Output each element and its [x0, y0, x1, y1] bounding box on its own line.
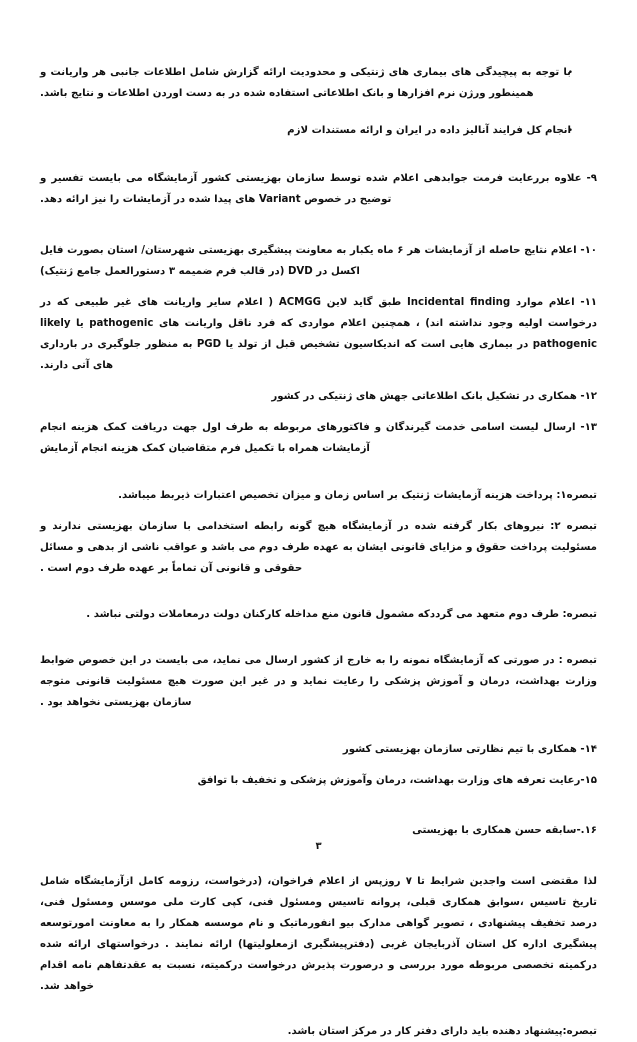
note-tabsareh-3: تبصره: طرف دوم متعهد می گرددکه مشمول قانون منع مداخله کارکنان دولت درمعاملات دولتی نباشد .	[86, 609, 597, 621]
clause-12: ۱۲- همکاری در تشکیل بانک اطلاعاتی جهش های ژنتیکی در کشور	[271, 390, 597, 402]
spacer	[40, 220, 597, 229]
clause-16: ۱۶.-سابقه حسن همکاری با بهزیستی	[412, 825, 597, 837]
spacer	[40, 997, 597, 1011]
clause-10: ۱۰- اعلام نتایج حاصله از آزمایشات هر ۶ ماه یکبار به معاونت پیشگیری بهزیستی شهرستان/ استان بصورت فایل اکسل در DVD (در قالب فرم ضمیمه ۳ دستورالعمل جامع ژنتیک)	[40, 244, 597, 277]
spacer	[40, 589, 597, 594]
bullet-icon	[571, 120, 597, 142]
clause-11: ۱۱- اعلام موارد Incidental finding طبق گاید لاین ACMGG ( اعلام سایر واریانت های غیر طبیعی که در درخواست اولیه وجود نداشته اند) ، همچنین اعلام مواردی که فرد ناقل واریانت های pathogenic یا likely pathogenic در بیماری هایی است که اندیکاسیون تشخیص قبل از تولد یا PGD به منظور جلوگیری در بارداری های آتی دارند.	[40, 296, 598, 371]
clause-15: ۱۵-رعایت تعرفه های وزارت بهداشت، درمان وآموزش پزشکی و تخفیف با توافق	[197, 775, 597, 786]
note-tabsareh-2: تبصره ۲: نیروهای بکار گرفته شده در آزمایشگاه هیچ گونه رابطه استخدامی با سازمان بهزیستی ندارند و مسئولیت پرداخت حقوق و مزایای قانونی ایشان به عهده طرف دوم می باشد و عواقب ناشی از بدهی و مسائل حقوقی و قانونی آن تماماً بر عهده طرف دوم است .	[40, 520, 598, 574]
page-number: ۳	[315, 841, 322, 852]
spacer	[40, 852, 597, 871]
spacer	[40, 469, 597, 474]
clause-14: ۱۴- همکاری با تیم نظارتی سازمان بهزیستی کشور	[342, 743, 597, 755]
clause-9: ۹- علاوه بررعایت فرمت جوابدهی اعلام شده توسط سازمان بهزیستی کشور آزمایشگاه می بایست تفسیر و توضیح در خصوص Variant های پیدا شده در آزمایشات را نیز ارائه دهد.	[40, 173, 597, 206]
spacer	[40, 724, 597, 729]
list-item	[40, 62, 597, 104]
note-tabsareh-5: تبصره:پیشنهاد دهنده باید دارای دفتر کار در مرکز استان باشد.	[287, 1025, 597, 1037]
spacer	[40, 801, 597, 810]
bullet-text-2: انجام کل فرایند آنالیز داده در ایران و ارائه مستندات لازم	[287, 125, 571, 136]
closing-paragraph: لذا مقتضی است واجدین شرایط تا ۷ روزپس از اعلام فراخوان، (درخواست، رزومه کامل ازآزمایشگاه شامل تاریخ تاسیس ،سوابق همکاری قبلی، پروانه تاسیس ومسئول فنی، کپی کارت ملی موسس ومسئول فنی، درصد تخفیف پیشنهادی ، تصویر گواهی مدارک بیو انفورماتیک و نام موسسه همکار را به معاونت امورتوسعه پیشگیری اداره کل استان آذربایجان غربی (دفترپیشگیری ازمعلولیتها) ارائه نمایند . درخواستهای ارائه شده درکمیته تخصصی مربوطه مورد بررسی و درصورت پذیرش درخواست درکمیته، نسبت به عقدتفاهم نامه اقدام خواهد شد.	[40, 875, 597, 992]
spacer	[40, 106, 597, 120]
document-body	[40, 62, 597, 1042]
note-tabsareh-1: تبصره۱: پرداخت هزینه آزمایشات ژنتیک بر اساس زمان و میزان تخصیص اعتبارات ذیربط میباشد.	[118, 489, 597, 501]
spacer	[40, 635, 597, 640]
bullet-icon	[571, 62, 597, 84]
bullet-text-1: با توجه به پیچیدگی های بیماری های ژنتیکی و محدودیت ارائه گزارش شامل اطلاعات جانبی هر واریانت و همینطور ورژن نرم افزارها و بانک اطلاعاتی استفاده شده در به دست اوردن اطلاعات و نتایج باشد.	[40, 67, 571, 99]
note-tabsareh-4: تبصره : در صورتی که آزمایشگاه نمونه را به خارج از کشور ارسال می نماید، می بایست در این خصوص ضوابط وزارت بهداشت، درمان و آموزش پزشکی را رعایت نماید و در غیر این صورت هیچ مسئولیت قانونی متوجه سازمان بهزیستی نخواهد بود .	[40, 655, 597, 709]
clause-13: ۱۳- ارسال لیست اسامی خدمت گیرندگان و فاکتورهای مربوطه به طرف اول جهت دریافت کمک هزینه انجام آزمایشات همراه با تکمیل فرم متقاضیان کمک هزینه انجام آزمایش	[40, 422, 597, 455]
spacer	[40, 144, 597, 158]
list-item	[40, 120, 597, 142]
